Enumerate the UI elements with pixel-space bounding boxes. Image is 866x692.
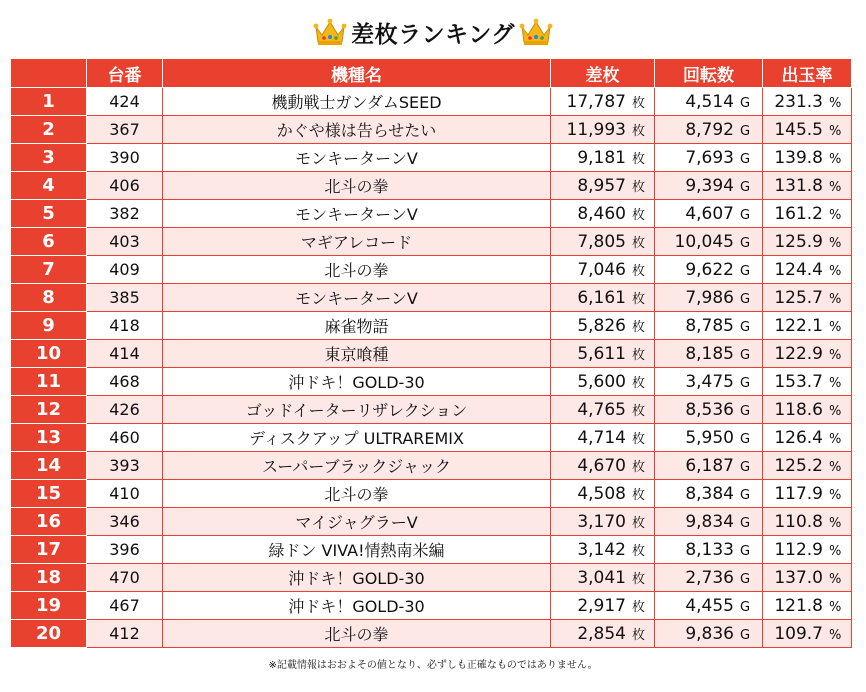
machine-name: 北斗の拳 [163,620,551,648]
spins-unit: G [740,599,751,615]
diff-cell [551,200,655,228]
diff-unit: 枚 [632,571,646,587]
machine-number: 409 [87,256,163,284]
payout-unit: % [829,543,842,559]
diff-cell [551,536,655,564]
diff-value: 3,170 [577,511,626,532]
payout-value: 125.2 [774,455,823,476]
machine-number: 346 [87,508,163,536]
spins-cell [655,116,763,144]
machine-name: かぐや様は告らせたい [163,116,551,144]
diff-value: 2,854 [577,623,626,644]
diff-cell [551,592,655,620]
spins-unit: G [740,179,751,195]
footnote: ※記載情報はおおよその値となり、必ずしも正確なものではありません。 [268,660,598,671]
machine-number: 396 [87,536,163,564]
table-row [11,480,852,508]
machine-name: マギアレコード [163,228,551,256]
payout-unit: % [829,487,842,503]
diff-cell [551,368,655,396]
table-row [11,620,852,648]
diff-value: 5,600 [577,371,626,392]
payout-value: 121.8 [774,595,823,616]
payout-cell [763,88,852,116]
payout-cell [763,200,852,228]
spins-cell [655,228,763,256]
spins-cell [655,200,763,228]
diff-value: 9,181 [577,147,626,168]
machine-name: マイジャグラーV [163,508,551,536]
rank-number: 13 [11,424,87,452]
machine-number: 403 [87,228,163,256]
page-title-bar [0,14,866,50]
machine-name: 麻雀物語 [163,312,551,340]
diff-value: 4,670 [577,455,626,476]
payout-unit: % [829,151,842,167]
rank-number: 3 [11,144,87,172]
machine-name: 北斗の拳 [163,172,551,200]
payout-cell [763,396,852,424]
diff-unit: 枚 [632,151,646,167]
spins-cell [655,256,763,284]
payout-cell [763,172,852,200]
table-row [11,424,852,452]
diff-unit: 枚 [632,291,646,307]
payout-unit: % [829,431,842,447]
rank-number: 18 [11,564,87,592]
machine-number: 410 [87,480,163,508]
table-body [11,88,852,648]
diff-cell [551,564,655,592]
spins-cell [655,368,763,396]
spins-unit: G [740,235,751,251]
payout-unit: % [829,599,842,615]
rank-number: 12 [11,396,87,424]
machine-number: 390 [87,144,163,172]
payout-cell [763,452,852,480]
diff-cell [551,284,655,312]
machine-name: 沖ドキ！GOLD-30 [163,564,551,592]
payout-value: 161.2 [774,203,823,224]
rank-number: 19 [11,592,87,620]
machine-name: 北斗の拳 [163,480,551,508]
diff-cell [551,340,655,368]
diff-value: 6,161 [577,287,626,308]
payout-value: 117.9 [774,483,823,504]
payout-cell [763,480,852,508]
spins-cell [655,172,763,200]
spins-cell [655,88,763,116]
spins-unit: G [740,347,751,363]
payout-value: 231.3 [774,91,823,112]
diff-unit: 枚 [632,627,646,643]
machine-number: 382 [87,200,163,228]
spins-value: 5,950 [685,427,734,448]
payout-cell [763,312,852,340]
table-row [11,88,852,116]
spins-value: 9,834 [685,511,734,532]
payout-value: 118.6 [774,399,823,420]
spins-unit: G [740,431,751,447]
diff-unit: 枚 [632,207,646,223]
rank-number: 20 [11,620,87,648]
payout-cell [763,620,852,648]
table-row [11,592,852,620]
rank-number: 4 [11,172,87,200]
payout-cell [763,228,852,256]
spins-cell [655,536,763,564]
page-title: 差枚ランキング [351,21,515,48]
rank-number: 2 [11,116,87,144]
spins-unit: G [740,627,751,643]
machine-number: 470 [87,564,163,592]
machine-number: 468 [87,368,163,396]
spins-unit: G [740,319,751,335]
spins-value: 6,187 [685,455,734,476]
machine-number: 418 [87,312,163,340]
payout-cell [763,368,852,396]
payout-value: 122.9 [774,343,823,364]
spins-unit: G [740,123,751,139]
diff-value: 7,805 [577,231,626,252]
header-machine-name: 機種名 [163,59,551,88]
payout-value: 131.8 [774,175,823,196]
rank-number: 17 [11,536,87,564]
diff-value: 8,957 [577,175,626,196]
spins-value: 9,394 [685,175,734,196]
rank-number: 7 [11,256,87,284]
payout-value: 125.9 [774,231,823,252]
machine-number: 385 [87,284,163,312]
spins-value: 8,185 [685,343,734,364]
payout-unit: % [829,123,842,139]
diff-value: 5,611 [577,343,626,364]
table-row [11,172,852,200]
header-diff: 差枚 [551,59,655,88]
machine-number: 412 [87,620,163,648]
diff-value: 11,993 [566,119,626,140]
header-rank [11,59,87,88]
spins-unit: G [740,375,751,391]
rank-number: 16 [11,508,87,536]
spins-value: 10,045 [674,231,734,252]
payout-unit: % [829,627,842,643]
rank-number: 8 [11,284,87,312]
header-spins: 回転数 [655,59,763,88]
diff-cell [551,88,655,116]
diff-value: 4,714 [577,427,626,448]
spins-value: 4,514 [685,91,734,112]
payout-cell [763,340,852,368]
table-row [11,564,852,592]
payout-unit: % [829,263,842,279]
diff-unit: 枚 [632,543,646,559]
table-row [11,228,852,256]
payout-unit: % [829,515,842,531]
spins-value: 8,785 [685,315,734,336]
machine-name: 沖ドキ！GOLD-30 [163,368,551,396]
diff-cell [551,480,655,508]
spins-cell [655,564,763,592]
machine-number: 414 [87,340,163,368]
machine-name: 緑ドン VIVA!情熱南米編 [163,536,551,564]
diff-unit: 枚 [632,179,646,195]
spins-value: 4,455 [685,595,734,616]
payout-cell [763,144,852,172]
table-row [11,508,852,536]
diff-value: 17,787 [566,91,626,112]
diff-value: 3,041 [577,567,626,588]
diff-unit: 枚 [632,487,646,503]
diff-value: 4,508 [577,483,626,504]
payout-value: 139.8 [774,147,823,168]
machine-name: 北斗の拳 [163,256,551,284]
machine-number: 367 [87,116,163,144]
diff-value: 7,046 [577,259,626,280]
payout-value: 126.4 [774,427,823,448]
spins-value: 9,622 [685,259,734,280]
ranking-table [10,58,852,648]
diff-cell [551,452,655,480]
table-row [11,340,852,368]
diff-value: 3,142 [577,539,626,560]
header-payout: 出玉率 [763,59,852,88]
payout-cell [763,564,852,592]
diff-unit: 枚 [632,515,646,531]
payout-unit: % [829,347,842,363]
spins-unit: G [740,515,751,531]
diff-value: 5,826 [577,315,626,336]
machine-number: 467 [87,592,163,620]
diff-cell [551,144,655,172]
diff-cell [551,172,655,200]
spins-value: 7,986 [685,287,734,308]
spins-unit: G [740,95,751,111]
diff-unit: 枚 [632,319,646,335]
payout-value: 124.4 [774,259,823,280]
payout-value: 122.1 [774,315,823,336]
diff-unit: 枚 [632,235,646,251]
diff-unit: 枚 [632,431,646,447]
spins-cell [655,452,763,480]
rank-number: 10 [11,340,87,368]
table-row [11,536,852,564]
spins-unit: G [740,151,751,167]
diff-cell [551,256,655,284]
table-row [11,200,852,228]
spins-cell [655,396,763,424]
table-row [11,312,852,340]
table-row [11,144,852,172]
table-row [11,368,852,396]
payout-unit: % [829,403,842,419]
spins-unit: G [740,487,751,503]
diff-value: 4,765 [577,399,626,420]
diff-unit: 枚 [632,263,646,279]
diff-cell [551,620,655,648]
rank-number: 15 [11,480,87,508]
machine-name: ディスクアップ ULTRAREMIX [163,424,551,452]
spins-value: 8,536 [685,399,734,420]
table-row [11,116,852,144]
payout-unit: % [829,235,842,251]
payout-unit: % [829,95,842,111]
spins-unit: G [740,207,751,223]
diff-value: 2,917 [577,595,626,616]
payout-value: 153.7 [774,371,823,392]
header-machine-no: 台番 [87,59,163,88]
diff-unit: 枚 [632,375,646,391]
payout-value: 110.8 [774,511,823,532]
payout-unit: % [829,179,842,195]
machine-name: モンキーターンV [163,200,551,228]
diff-value: 8,460 [577,203,626,224]
payout-cell [763,592,852,620]
spins-value: 8,384 [685,483,734,504]
payout-value: 145.5 [774,119,823,140]
spins-cell [655,592,763,620]
payout-cell [763,116,852,144]
spins-cell [655,424,763,452]
diff-cell [551,228,655,256]
payout-unit: % [829,207,842,223]
spins-cell [655,340,763,368]
spins-unit: G [740,543,751,559]
machine-number: 393 [87,452,163,480]
payout-cell [763,256,852,284]
spins-cell [655,480,763,508]
spins-value: 4,607 [685,203,734,224]
crown-icon [313,17,347,47]
spins-unit: G [740,571,751,587]
diff-cell [551,312,655,340]
payout-value: 137.0 [774,567,823,588]
spins-unit: G [740,263,751,279]
spins-value: 3,475 [685,371,734,392]
table-row [11,396,852,424]
spins-value: 8,792 [685,119,734,140]
rank-number: 9 [11,312,87,340]
diff-unit: 枚 [632,95,646,111]
payout-value: 112.9 [774,539,823,560]
payout-cell [763,424,852,452]
table-row [11,256,852,284]
rank-number: 5 [11,200,87,228]
payout-value: 109.7 [774,623,823,644]
diff-unit: 枚 [632,347,646,363]
machine-name: モンキーターンV [163,144,551,172]
payout-cell [763,508,852,536]
diff-unit: 枚 [632,599,646,615]
rank-number: 11 [11,368,87,396]
payout-cell [763,536,852,564]
table-row [11,284,852,312]
diff-unit: 枚 [632,123,646,139]
machine-name: 東京喰種 [163,340,551,368]
diff-cell [551,424,655,452]
payout-value: 125.7 [774,287,823,308]
spins-cell [655,284,763,312]
machine-number: 426 [87,396,163,424]
table-header-row [11,59,852,88]
table-row [11,452,852,480]
spins-unit: G [740,291,751,307]
rank-number: 14 [11,452,87,480]
diff-cell [551,396,655,424]
spins-value: 9,836 [685,623,734,644]
crown-icon [519,17,553,47]
machine-name: 機動戦士ガンダムSEED [163,88,551,116]
payout-cell [763,284,852,312]
diff-cell [551,116,655,144]
payout-unit: % [829,459,842,475]
rank-number: 1 [11,88,87,116]
machine-name: モンキーターンV [163,284,551,312]
payout-unit: % [829,571,842,587]
diff-cell [551,508,655,536]
spins-cell [655,508,763,536]
machine-name: スーパーブラックジャック [163,452,551,480]
machine-name: ゴッドイーターリザレクション [163,396,551,424]
diff-unit: 枚 [632,459,646,475]
payout-unit: % [829,375,842,391]
machine-name: 沖ドキ！GOLD-30 [163,592,551,620]
spins-cell [655,144,763,172]
spins-value: 8,133 [685,539,734,560]
spins-cell [655,620,763,648]
payout-unit: % [829,291,842,307]
spins-value: 2,736 [685,567,734,588]
spins-value: 7,693 [685,147,734,168]
spins-cell [655,312,763,340]
machine-number: 424 [87,88,163,116]
payout-unit: % [829,319,842,335]
spins-unit: G [740,459,751,475]
machine-number: 406 [87,172,163,200]
spins-unit: G [740,403,751,419]
diff-unit: 枚 [632,403,646,419]
rank-number: 6 [11,228,87,256]
machine-number: 460 [87,424,163,452]
